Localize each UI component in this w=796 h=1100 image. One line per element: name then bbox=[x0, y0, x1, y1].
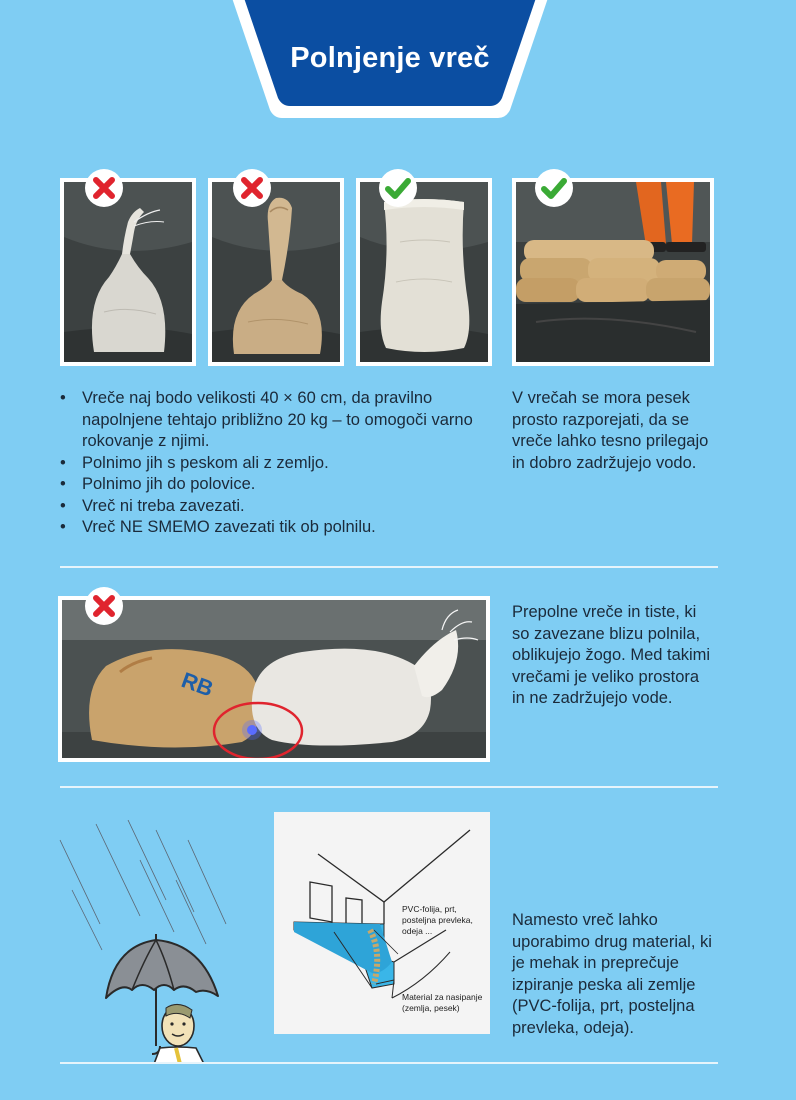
list-item: • Vreče naj bodo velikosti 40 × 60 cm, da pravilno napolnjene tehtajo približno 20 kg – to omogoči varno rokovanje z njimi. bbox=[58, 388, 478, 453]
check-icon bbox=[378, 168, 418, 208]
cross-icon bbox=[84, 168, 124, 208]
sand-distribution-text: V vrečah se mora pesek prosto razporejati, da se vreče lahko tesno prilegajo in dobro zadržujejo vodo. bbox=[512, 389, 709, 472]
cross-icon bbox=[84, 586, 124, 626]
divider bbox=[60, 566, 718, 568]
photo-bag-1 bbox=[60, 178, 196, 366]
divider bbox=[60, 786, 718, 788]
list-item: • Polnimo jih s peskom ali z zemljo. bbox=[58, 453, 478, 475]
divider bbox=[60, 1062, 718, 1064]
diagram-label-fill: Material za nasipanje (zemlja, pesek) bbox=[402, 992, 483, 1013]
cross-icon bbox=[232, 168, 272, 208]
filling-rules-list bbox=[58, 388, 478, 539]
list-item: • Vreč NE SMEMO zavezati tik ob polnilu. bbox=[58, 517, 478, 539]
svg-text:RB: RB bbox=[178, 667, 217, 702]
photo-bag-3 bbox=[356, 178, 492, 366]
list-item: • Polnimo jih do polovice. bbox=[58, 474, 478, 496]
diagram-label-sheet: PVC-folija, prt, posteljna prevleka, odeja ... bbox=[402, 904, 473, 936]
alternative-material-diagram bbox=[274, 812, 490, 1034]
list-item: • Vreč ni treba zavezati. bbox=[58, 496, 478, 518]
umbrella-person-illustration bbox=[56, 820, 236, 1064]
alternative-material-text: Namesto vreč lahko uporabimo drug material, ki je mehak in preprečuje izpiranje peska ali zemlje (PVC-folija, prt, posteljna prevleka, odeja). bbox=[512, 911, 712, 1037]
page-title: Polnjenje vreč bbox=[290, 42, 490, 74]
overfilled-bags-text: Prepolne vreče in tiste, ki so zavezane blizu polnila, oblikujejo žogo. Med takimi vrečami je veliko prostora in ne zadržujejo vode. bbox=[512, 603, 711, 707]
check-icon bbox=[534, 168, 574, 208]
photo-bag-2 bbox=[208, 178, 344, 366]
